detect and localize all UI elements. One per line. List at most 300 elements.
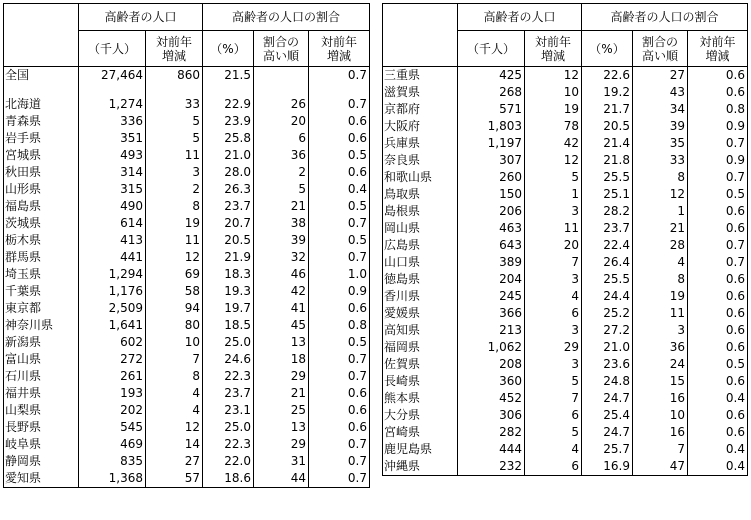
percent-cell: 22.6 (582, 67, 633, 85)
prefecture-name: 愛媛県 (383, 305, 458, 322)
rank-cell: 20 (254, 113, 309, 130)
rank-cell: 29 (254, 436, 309, 453)
rank-cell: 21 (633, 220, 688, 237)
percent-cell: 22.0 (203, 453, 254, 470)
prefecture-name: 全国 (4, 67, 79, 85)
percent-change-cell: 0.6 (309, 402, 370, 419)
population-cell: 306 (458, 407, 525, 424)
population-cell: 545 (79, 419, 146, 436)
header-percent: （%） (203, 31, 254, 67)
population-cell: 1,062 (458, 339, 525, 356)
prefecture-name: 香川県 (383, 288, 458, 305)
population-cell: 150 (458, 186, 525, 203)
header-name-corner (4, 4, 79, 67)
rank-cell: 12 (633, 186, 688, 203)
header-percent-change: 対前年 増減 (688, 31, 748, 67)
percent-change-cell: 0.9 (309, 283, 370, 300)
prefecture-name: 宮崎県 (383, 424, 458, 441)
prefecture-name: 神奈川県 (4, 317, 79, 334)
prefecture-name: 青森県 (4, 113, 79, 130)
percent-change-cell: 0.7 (309, 215, 370, 232)
percent-cell: 25.5 (582, 271, 633, 288)
percent-change-cell: 0.5 (688, 186, 748, 203)
percent-change-cell: 0.7 (688, 237, 748, 254)
population-change-cell: 58 (146, 283, 203, 300)
rank-cell: 28 (633, 237, 688, 254)
population-cell: 232 (458, 458, 525, 476)
header-population: （千人） (458, 31, 525, 67)
rank-cell: 11 (633, 305, 688, 322)
left-table-body (4, 67, 370, 488)
header-percent-change: 対前年 増減 (309, 31, 370, 67)
population-change-cell: 14 (146, 436, 203, 453)
percent-change-cell: 0.6 (309, 385, 370, 402)
population-change-cell: 12 (525, 152, 582, 169)
percent-change-cell: 0.5 (688, 356, 748, 373)
prefecture-name: 徳島県 (383, 271, 458, 288)
population-cell: 571 (458, 101, 525, 118)
prefecture-name: 北海道 (4, 96, 79, 113)
population-change-cell: 3 (525, 356, 582, 373)
population-cell: 315 (79, 181, 146, 198)
population-change-cell: 3 (525, 203, 582, 220)
population-change-cell: 78 (525, 118, 582, 135)
rank-cell: 4 (633, 254, 688, 271)
prefecture-name: 岩手県 (4, 130, 79, 147)
population-change-cell: 2 (146, 181, 203, 198)
header-name-corner (383, 4, 458, 67)
prefecture-name: 山形県 (4, 181, 79, 198)
percent-change-cell: 0.7 (688, 135, 748, 152)
prefecture-name: 長崎県 (383, 373, 458, 390)
spacer-cell (146, 84, 203, 96)
table-row (383, 305, 748, 322)
table-row (383, 390, 748, 407)
percent-change-cell: 0.4 (309, 181, 370, 198)
population-cell: 351 (79, 130, 146, 147)
percent-cell: 23.1 (203, 402, 254, 419)
percent-cell: 24.6 (203, 351, 254, 368)
spacer-cell (309, 84, 370, 96)
population-cell: 336 (79, 113, 146, 130)
table-row (4, 351, 370, 368)
table-row (383, 458, 748, 476)
prefecture-name: 群馬県 (4, 249, 79, 266)
rank-cell: 7 (633, 441, 688, 458)
population-cell: 202 (79, 402, 146, 419)
rank-cell: 19 (633, 288, 688, 305)
rank-cell: 8 (633, 271, 688, 288)
percent-change-cell: 0.7 (309, 96, 370, 113)
header-rank: 割合の 高い順 (633, 31, 688, 67)
percent-change-cell: 0.7 (688, 169, 748, 186)
population-cell: 452 (458, 390, 525, 407)
population-cell: 1,294 (79, 266, 146, 283)
prefecture-name: 富山県 (4, 351, 79, 368)
percent-change-cell: 0.7 (688, 254, 748, 271)
header-group-population: 高齢者の人口 (458, 4, 582, 31)
population-cell: 261 (79, 368, 146, 385)
prefecture-name: 京都府 (383, 101, 458, 118)
percent-cell: 21.5 (203, 67, 254, 85)
percent-change-cell: 0.7 (309, 436, 370, 453)
right-table (382, 3, 748, 476)
population-change-cell: 42 (525, 135, 582, 152)
population-change-cell: 6 (525, 305, 582, 322)
population-cell: 272 (79, 351, 146, 368)
right-table-body (383, 67, 748, 476)
population-cell: 366 (458, 305, 525, 322)
population-cell: 835 (79, 453, 146, 470)
percent-cell: 26.3 (203, 181, 254, 198)
percent-cell: 18.5 (203, 317, 254, 334)
percent-cell: 28.2 (582, 203, 633, 220)
header-population-change: 対前年 増減 (146, 31, 203, 67)
prefecture-name: 鳥取県 (383, 186, 458, 203)
percent-change-cell: 0.4 (688, 390, 748, 407)
header-group-population: 高齢者の人口 (79, 4, 203, 31)
population-cell: 360 (458, 373, 525, 390)
population-cell: 1,274 (79, 96, 146, 113)
percent-cell: 19.3 (203, 283, 254, 300)
population-change-cell: 5 (146, 113, 203, 130)
prefecture-name: 和歌山県 (383, 169, 458, 186)
population-change-cell: 12 (146, 249, 203, 266)
population-cell: 2,509 (79, 300, 146, 317)
percent-change-cell: 0.6 (688, 271, 748, 288)
population-cell: 1,641 (79, 317, 146, 334)
percent-change-cell: 0.7 (309, 67, 370, 85)
table-row (383, 322, 748, 339)
header-rank: 割合の 高い順 (254, 31, 309, 67)
rank-cell: 47 (633, 458, 688, 476)
population-cell: 27,464 (79, 67, 146, 85)
population-change-cell: 7 (525, 254, 582, 271)
population-cell: 1,803 (458, 118, 525, 135)
population-change-cell: 29 (525, 339, 582, 356)
table-row (4, 215, 370, 232)
population-change-cell: 3 (525, 322, 582, 339)
percent-change-cell: 0.6 (688, 288, 748, 305)
percent-change-cell: 0.6 (688, 373, 748, 390)
table-row (4, 419, 370, 436)
prefecture-name: 鹿児島県 (383, 441, 458, 458)
population-change-cell: 69 (146, 266, 203, 283)
population-change-cell: 7 (525, 390, 582, 407)
percent-cell: 20.5 (582, 118, 633, 135)
population-cell: 493 (79, 147, 146, 164)
rank-cell: 44 (254, 470, 309, 488)
population-change-cell: 20 (525, 237, 582, 254)
prefecture-name: 岡山県 (383, 220, 458, 237)
rank-cell: 43 (633, 84, 688, 101)
population-change-cell: 8 (146, 368, 203, 385)
percent-change-cell: 0.8 (688, 101, 748, 118)
header-group-ratio: 高齢者の人口の割合 (203, 4, 370, 31)
percent-cell: 20.7 (203, 215, 254, 232)
rank-cell: 42 (254, 283, 309, 300)
table-row (383, 67, 748, 85)
percent-change-cell: 0.6 (688, 84, 748, 101)
rank-cell: 16 (633, 390, 688, 407)
prefecture-name: 奈良県 (383, 152, 458, 169)
table-row (4, 300, 370, 317)
table-row (4, 334, 370, 351)
prefecture-name: 宮城県 (4, 147, 79, 164)
population-cell: 193 (79, 385, 146, 402)
population-change-cell: 80 (146, 317, 203, 334)
percent-cell: 18.3 (203, 266, 254, 283)
percent-change-cell: 0.7 (309, 453, 370, 470)
percent-cell: 25.5 (582, 169, 633, 186)
table-row (383, 220, 748, 237)
prefecture-name: 広島県 (383, 237, 458, 254)
percent-change-cell: 0.5 (309, 334, 370, 351)
percent-change-cell: 0.5 (309, 147, 370, 164)
header-percent: （%） (582, 31, 633, 67)
percent-cell: 21.0 (203, 147, 254, 164)
population-cell: 614 (79, 215, 146, 232)
percent-cell: 21.0 (582, 339, 633, 356)
percent-change-cell: 0.9 (688, 118, 748, 135)
prefecture-name: 山梨県 (4, 402, 79, 419)
percent-cell: 18.6 (203, 470, 254, 488)
table-row (383, 407, 748, 424)
table-row (4, 402, 370, 419)
population-cell: 208 (458, 356, 525, 373)
prefecture-name: 三重県 (383, 67, 458, 85)
population-cell: 463 (458, 220, 525, 237)
rank-cell: 3 (633, 322, 688, 339)
table-row (383, 101, 748, 118)
population-change-cell: 33 (146, 96, 203, 113)
percent-change-cell: 0.7 (309, 249, 370, 266)
percent-cell: 24.8 (582, 373, 633, 390)
percent-change-cell: 0.6 (688, 339, 748, 356)
prefecture-name: 福井県 (4, 385, 79, 402)
percent-cell: 23.6 (582, 356, 633, 373)
prefecture-name: 茨城県 (4, 215, 79, 232)
rank-cell: 39 (633, 118, 688, 135)
rank-cell: 29 (254, 368, 309, 385)
percent-cell: 20.5 (203, 232, 254, 249)
percent-cell: 22.4 (582, 237, 633, 254)
prefecture-name: 沖縄県 (383, 458, 458, 476)
population-change-cell: 8 (146, 198, 203, 215)
table-row (383, 118, 748, 135)
rank-cell: 16 (633, 424, 688, 441)
table-row (4, 385, 370, 402)
percent-cell: 22.3 (203, 368, 254, 385)
left-table (3, 3, 370, 488)
percent-cell: 21.4 (582, 135, 633, 152)
population-cell: 389 (458, 254, 525, 271)
percent-cell: 21.7 (582, 101, 633, 118)
prefecture-name: 栃木県 (4, 232, 79, 249)
percent-cell: 25.0 (203, 419, 254, 436)
rank-cell: 13 (254, 334, 309, 351)
percent-cell: 23.7 (582, 220, 633, 237)
rank-cell: 2 (254, 164, 309, 181)
population-change-cell: 1 (525, 186, 582, 203)
rank-cell: 41 (254, 300, 309, 317)
prefecture-name: 山口県 (383, 254, 458, 271)
percent-change-cell: 0.6 (688, 424, 748, 441)
population-change-cell: 11 (146, 232, 203, 249)
percent-cell: 19.2 (582, 84, 633, 101)
table-row (383, 288, 748, 305)
percent-change-cell: 0.4 (688, 458, 748, 476)
population-cell: 1,197 (458, 135, 525, 152)
population-cell: 282 (458, 424, 525, 441)
table-row (383, 169, 748, 186)
table-row (383, 152, 748, 169)
prefecture-name: 石川県 (4, 368, 79, 385)
prefecture-name: 兵庫県 (383, 135, 458, 152)
population-change-cell: 6 (525, 458, 582, 476)
population-change-cell: 860 (146, 67, 203, 85)
population-cell: 307 (458, 152, 525, 169)
population-change-cell: 19 (146, 215, 203, 232)
percent-change-cell: 0.8 (309, 317, 370, 334)
table-row (4, 368, 370, 385)
percent-cell: 21.9 (203, 249, 254, 266)
prefecture-name: 佐賀県 (383, 356, 458, 373)
percent-change-cell: 0.6 (309, 113, 370, 130)
percent-cell: 27.2 (582, 322, 633, 339)
spacer-cell (79, 84, 146, 96)
rank-cell: 6 (254, 130, 309, 147)
percent-cell: 25.2 (582, 305, 633, 322)
population-change-cell: 12 (146, 419, 203, 436)
percent-cell: 25.7 (582, 441, 633, 458)
percent-cell: 28.0 (203, 164, 254, 181)
prefecture-name: 愛知県 (4, 470, 79, 488)
table-row (4, 96, 370, 113)
prefecture-name: 長野県 (4, 419, 79, 436)
rank-cell: 21 (254, 198, 309, 215)
table-row (4, 266, 370, 283)
table-row (4, 470, 370, 488)
table-row (383, 237, 748, 254)
percent-change-cell: 0.6 (309, 300, 370, 317)
population-change-cell: 10 (525, 84, 582, 101)
population-cell: 260 (458, 169, 525, 186)
population-cell: 643 (458, 237, 525, 254)
percent-change-cell: 0.9 (688, 152, 748, 169)
table-row (383, 339, 748, 356)
population-change-cell: 4 (525, 288, 582, 305)
percent-cell: 24.7 (582, 424, 633, 441)
table-row (4, 130, 370, 147)
table-row (383, 135, 748, 152)
percent-change-cell: 0.7 (309, 368, 370, 385)
table-row (4, 67, 370, 85)
population-change-cell: 5 (525, 373, 582, 390)
percent-change-cell: 0.6 (309, 419, 370, 436)
table-row (4, 436, 370, 453)
prefecture-name: 福島県 (4, 198, 79, 215)
population-change-cell: 94 (146, 300, 203, 317)
table-row (383, 373, 748, 390)
percent-change-cell: 0.4 (688, 441, 748, 458)
population-cell: 213 (458, 322, 525, 339)
rank-cell (254, 67, 309, 85)
percent-cell: 23.7 (203, 198, 254, 215)
rank-cell: 8 (633, 169, 688, 186)
prefecture-name: 静岡県 (4, 453, 79, 470)
percent-cell: 25.1 (582, 186, 633, 203)
prefecture-name: 千葉県 (4, 283, 79, 300)
table-row (4, 283, 370, 300)
table-row (4, 198, 370, 215)
population-change-cell: 4 (525, 441, 582, 458)
population-cell: 204 (458, 271, 525, 288)
percent-cell: 23.9 (203, 113, 254, 130)
prefecture-name: 東京都 (4, 300, 79, 317)
rank-cell: 15 (633, 373, 688, 390)
percent-change-cell: 0.6 (688, 407, 748, 424)
rank-cell: 5 (254, 181, 309, 198)
percent-cell: 19.7 (203, 300, 254, 317)
population-change-cell: 5 (146, 130, 203, 147)
percent-change-cell: 0.7 (309, 351, 370, 368)
population-change-cell: 5 (525, 169, 582, 186)
rank-cell: 18 (254, 351, 309, 368)
percent-change-cell: 0.6 (688, 305, 748, 322)
population-change-cell: 7 (146, 351, 203, 368)
rank-cell: 26 (254, 96, 309, 113)
table-row (383, 441, 748, 458)
population-cell: 245 (458, 288, 525, 305)
population-cell: 1,176 (79, 283, 146, 300)
spacer-cell (4, 84, 79, 96)
percent-change-cell: 0.5 (309, 232, 370, 249)
spacer-row (4, 84, 370, 96)
percent-cell: 23.7 (203, 385, 254, 402)
prefecture-name: 埼玉県 (4, 266, 79, 283)
table-row (383, 84, 748, 101)
rank-cell: 36 (254, 147, 309, 164)
spacer-cell (203, 84, 254, 96)
population-change-cell: 3 (146, 164, 203, 181)
percent-change-cell: 0.6 (309, 130, 370, 147)
percent-change-cell: 0.6 (688, 203, 748, 220)
percent-cell: 21.8 (582, 152, 633, 169)
percent-change-cell: 0.6 (688, 67, 748, 85)
population-change-cell: 10 (146, 334, 203, 351)
prefecture-name: 島根県 (383, 203, 458, 220)
percent-cell: 22.3 (203, 436, 254, 453)
table-row (4, 317, 370, 334)
percent-cell: 24.7 (582, 390, 633, 407)
percent-cell: 22.9 (203, 96, 254, 113)
prefecture-name: 大阪府 (383, 118, 458, 135)
rank-cell: 24 (633, 356, 688, 373)
percent-change-cell: 0.6 (309, 164, 370, 181)
table-row (383, 424, 748, 441)
population-cell: 444 (458, 441, 525, 458)
table-row (4, 181, 370, 198)
rank-cell: 33 (633, 152, 688, 169)
percent-change-cell: 0.7 (309, 470, 370, 488)
percent-cell: 16.9 (582, 458, 633, 476)
table-row (4, 249, 370, 266)
header-population-change: 対前年 増減 (525, 31, 582, 67)
header-population: （千人） (79, 31, 146, 67)
prefecture-name: 大分県 (383, 407, 458, 424)
population-change-cell: 11 (146, 147, 203, 164)
